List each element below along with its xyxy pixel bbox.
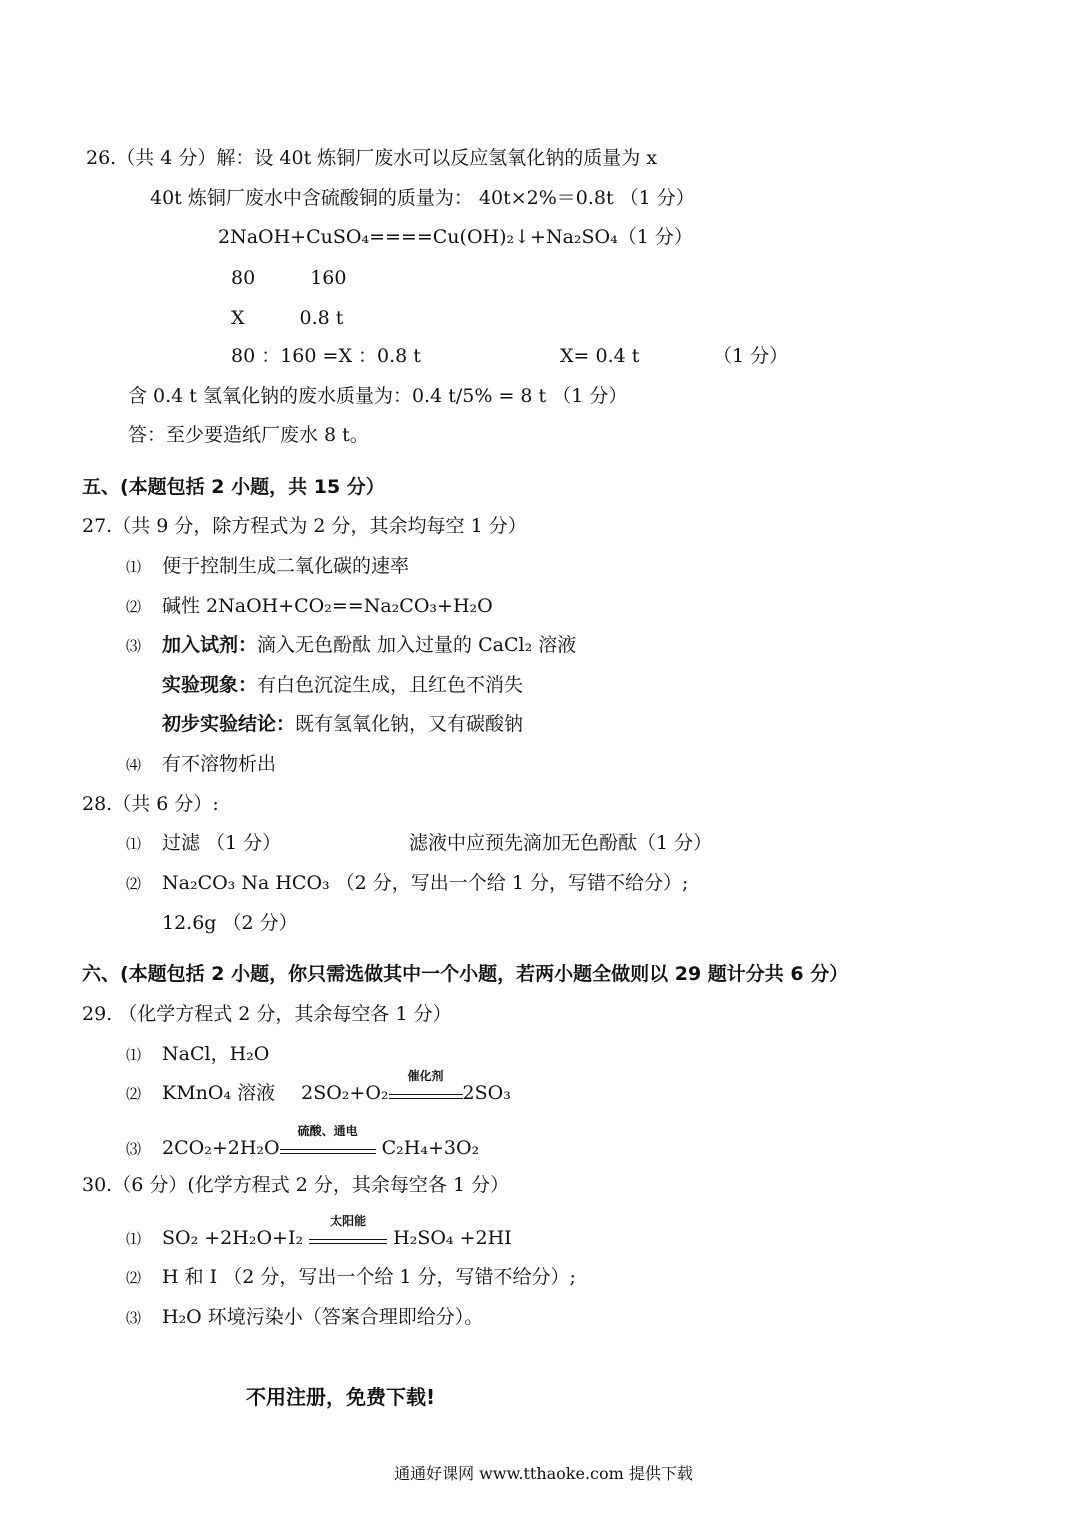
q29-a2c: 2SO₃ [462, 1082, 511, 1104]
q27-a3c: 既有氢氧化钠，又有碳酸钠 [295, 713, 524, 735]
q28-a1a: 过滤 （1 分） [162, 832, 282, 854]
q29-item2 [126, 1069, 511, 1106]
q30-a1-condition-arrow [309, 1214, 387, 1244]
q27-a4: 有不溶物析出 [162, 753, 277, 775]
q26-r3a: 80 ：160 =X ：0.8 t [231, 345, 421, 367]
q26-r3b: X= 0.4 t [560, 345, 640, 367]
q27-item3b [162, 673, 523, 697]
q30-head: 30.（6 分）(化学方程式 2 分，其余每空各 1 分） [82, 1174, 510, 1196]
q30-item1 [126, 1214, 512, 1251]
q26-r2a: X [231, 307, 245, 329]
q29-a2b: 2SO₂+O₂ [301, 1082, 389, 1104]
q27-a1: 便于控制生成二氧化碳的速率 [162, 555, 410, 577]
q26-r1a: 80 [231, 267, 256, 289]
q28-head: 28.（共 6 分）: [82, 793, 219, 815]
q27-head: 27.（共 9 分，除方程式为 2 分，其余均每空 1 分） [82, 515, 527, 537]
q26-r3c: （1 分） [713, 345, 789, 367]
q27-n2: ⑵ [126, 598, 142, 616]
q30-a3: H₂O 环境污染小（答案合理即给分）。 [162, 1306, 484, 1328]
q27-n4: ⑷ [126, 756, 142, 774]
q28-item2 [126, 871, 688, 896]
q27-a3: 滴入无色酚酞 加入过量的 CaCl₂ 溶液 [257, 634, 577, 656]
q28-n1: ⑴ [126, 835, 142, 853]
q30-a1-condition: 太阳能 [330, 1214, 367, 1228]
q26-ratio-row2 [231, 306, 343, 330]
q27-a3b: 有白色沉淀生成，且红色不消失 [257, 674, 524, 696]
q27-n3: ⑶ [126, 637, 142, 655]
q29-n3: ⑶ [126, 1140, 142, 1158]
q29-a3-condition-arrow [280, 1124, 376, 1154]
q29-n1: ⑴ [126, 1046, 142, 1064]
q29-a3-condition: 硫酸、通电 [297, 1124, 358, 1138]
q29-a2a: KMnO₄ 溶液 [162, 1082, 276, 1104]
q26-ratio-row1 [231, 266, 346, 290]
q27-item1 [126, 554, 409, 579]
q29-a2-condition-arrow [389, 1069, 463, 1099]
q28-n2: ⑵ [126, 875, 142, 893]
q26-line2: 40t 炼铜厂废水中含硫酸铜的质量为： 40t×2%＝0.8t （1 分） [150, 187, 695, 209]
q30-a2: H 和 I （2 分，写出一个给 1 分，写错不给分）; [162, 1266, 576, 1288]
q27-a3-label: 加入试剂： [162, 634, 258, 656]
q27-item3c [162, 712, 523, 736]
q28-item1 [126, 831, 281, 856]
q30-a1a: SO₂ +2H₂O+I₂ [162, 1227, 310, 1249]
q30-n1: ⑴ [126, 1230, 142, 1248]
q29-item3 [126, 1124, 480, 1161]
q27-a3c-label: 初步实验结论： [162, 713, 296, 735]
q30-item2 [126, 1265, 576, 1290]
q27-n1: ⑴ [126, 558, 142, 576]
q27-item4 [126, 752, 276, 777]
footer-text: 通通好课网 www.tthaoke.com 提供下载 [394, 1464, 693, 1483]
q26-equation: 2NaOH+CuSO₄====Cu(OH)₂↓+Na₂SO₄（1 分） [218, 226, 693, 248]
q30-item3 [126, 1305, 483, 1330]
q26-line1: 26.（共 4 分）解：设 40t 炼铜厂废水可以反应氢氧化钠的质量为 x [86, 147, 658, 169]
q28-a1b: 滤液中应预先滴加无色酚酞（1 分） [409, 832, 713, 854]
q28-a2b: 12.6g （2 分） [162, 912, 298, 934]
q30-a1c: H₂SO₄ +2HI [387, 1227, 512, 1249]
q28-a2: Na₂CO₃ Na HCO₃ （2 分，写出一个给 1 分，写错不给分）; [162, 872, 689, 894]
q26-line6: 含 0.4 t 氢氧化钠的废水质量为：0.4 t/5% = 8 t （1 分） [128, 385, 628, 407]
q29-a2-condition: 催化剂 [407, 1069, 444, 1083]
q29-item1 [126, 1042, 269, 1067]
q27-item3 [126, 633, 576, 658]
section6-title: 六、(本题包括 2 小题，你只需选做其中一个小题，若两小题全做则以 29 题计分共 6 分） [82, 963, 849, 985]
q27-item2 [126, 594, 493, 619]
q29-a1: NaCl，H₂O [162, 1043, 270, 1065]
q27-a2: 碱性 2NaOH+CO₂==Na₂CO₃+H₂O [162, 595, 493, 617]
q26-ratio-row3 [231, 344, 421, 368]
q30-n3: ⑶ [126, 1309, 142, 1327]
q29-head: 29. （化学方程式 2 分，其余每空各 1 分） [82, 1003, 452, 1025]
promo-text: 不用注册，免费下载! [246, 1385, 436, 1409]
q29-a3a: 2CO₂+2H₂O [162, 1137, 280, 1159]
section5-title: 五、(本题包括 2 小题，共 15 分） [82, 476, 385, 498]
q26-answer: 答：至少要造纸厂废水 8 t。 [128, 424, 369, 446]
q29-n2: ⑵ [126, 1085, 142, 1103]
q27-a3b-label: 实验现象： [162, 674, 258, 696]
q29-a3c: C₂H₄+3O₂ [375, 1137, 480, 1159]
q30-n2: ⑵ [126, 1269, 142, 1287]
q26-r2b: 0.8 t [299, 307, 344, 329]
q26-r1b: 160 [310, 267, 347, 289]
